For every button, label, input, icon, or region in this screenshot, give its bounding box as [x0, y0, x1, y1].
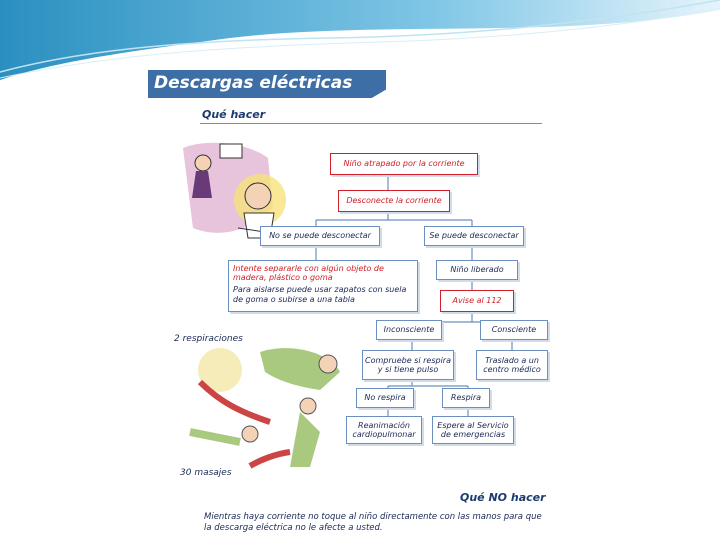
- box-separate-instructions: [228, 260, 418, 312]
- separate-text-2: Para aislarse puede usar zapatos con suela de goma o subirse a una tabla: [233, 285, 407, 304]
- box-can-disconnect: Se puede desconectar: [424, 226, 524, 246]
- box-child-freed: Niño liberado: [436, 260, 518, 280]
- box-child-trapped: Niño atrapado por la corriente: [330, 153, 478, 175]
- box-check-breathing: Compruebe si respira y si tiene pulso: [362, 350, 454, 380]
- label-compressions: 30 masajes: [180, 468, 232, 478]
- what-to-do-heading: Qué hacer: [202, 108, 266, 121]
- warning-text: Mientras haya corriente no toque al niño directamente con las manos para que la descarga eléctrica no le afecte a usted.: [204, 512, 542, 534]
- separate-text-1: Intente separarle con algún objeto de madera, plástico o goma: [233, 264, 384, 283]
- box-unconscious: Inconsciente: [376, 320, 442, 340]
- first-aid-sheet: [148, 70, 548, 538]
- box-cannot-disconnect: No se puede desconectar: [260, 226, 380, 246]
- box-conscious: Consciente: [480, 320, 548, 340]
- box-transfer-medical: Traslado a un centro médico: [476, 350, 548, 380]
- box-call-112: Avise al 112: [440, 290, 514, 312]
- box-wait-emergency: Espere al Servicio de emergencias: [432, 416, 514, 444]
- box-cpr: Reanimación cardiopulmonar: [346, 416, 422, 444]
- box-disconnect: Desconecte la corriente: [338, 190, 450, 212]
- what-not-to-do-heading: Qué NO hacer: [460, 491, 546, 504]
- label-breaths: 2 respiraciones: [174, 334, 243, 344]
- page-title: Descargas eléctricas: [154, 73, 353, 93]
- cpr-illustration: [180, 342, 350, 472]
- box-breathing: Respira: [442, 388, 490, 408]
- box-not-breathing: No respira: [356, 388, 414, 408]
